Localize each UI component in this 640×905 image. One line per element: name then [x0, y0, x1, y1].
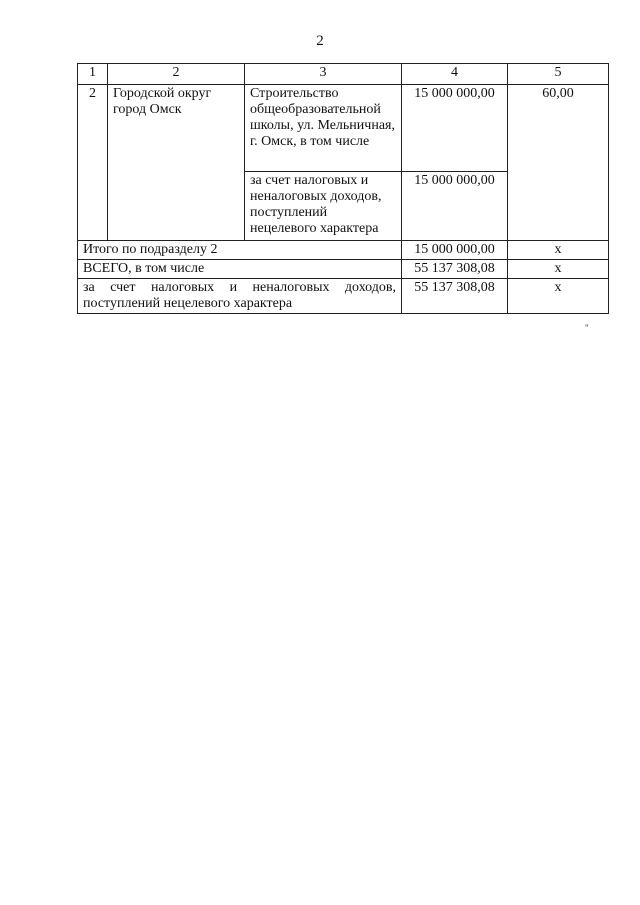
- municipality-cell: Городской округ город Омск: [108, 85, 245, 241]
- row-number: 2: [78, 85, 108, 241]
- subtotal-label: Итого по подразделу 2: [78, 241, 402, 260]
- total-amount: 55 137 308,08: [402, 260, 508, 279]
- total-sub-label: за счет налоговых и неналоговых доходов, поступлений нецелевого характера: [78, 279, 402, 314]
- total-row: [78, 260, 609, 279]
- header-cell-5: 5: [508, 64, 609, 85]
- subtotal-mark: х: [508, 241, 609, 260]
- table-header-row: [78, 64, 609, 85]
- closing-quote-mark: ": [585, 323, 589, 333]
- subtotal-amount: 15 000 000,00: [402, 241, 508, 260]
- source-amount-cell: 15 000 000,00: [402, 172, 508, 241]
- header-cell-3: 3: [245, 64, 402, 85]
- total-label: ВСЕГО, в том числе: [78, 260, 402, 279]
- budget-table: [77, 63, 609, 314]
- page-number: 2: [316, 33, 324, 49]
- header-cell-1: 1: [78, 64, 108, 85]
- source-cell: за счет налоговых и неналоговых доходов, поступлений нецелевого характера: [245, 172, 402, 241]
- header-cell-2: 2: [108, 64, 245, 85]
- share-cell: 60,00: [508, 85, 609, 241]
- table-row: [78, 85, 609, 172]
- total-sub-row: [78, 279, 609, 314]
- total-sub-mark: х: [508, 279, 609, 314]
- object-amount-cell: 15 000 000,00: [402, 85, 508, 172]
- object-cell: Строительство общеобразовательной школы, ул. Мельничная, г. Омск, в том числе: [245, 85, 402, 172]
- header-cell-4: 4: [402, 64, 508, 85]
- total-sub-amount: 55 137 308,08: [402, 279, 508, 314]
- subtotal-row: [78, 241, 609, 260]
- total-mark: х: [508, 260, 609, 279]
